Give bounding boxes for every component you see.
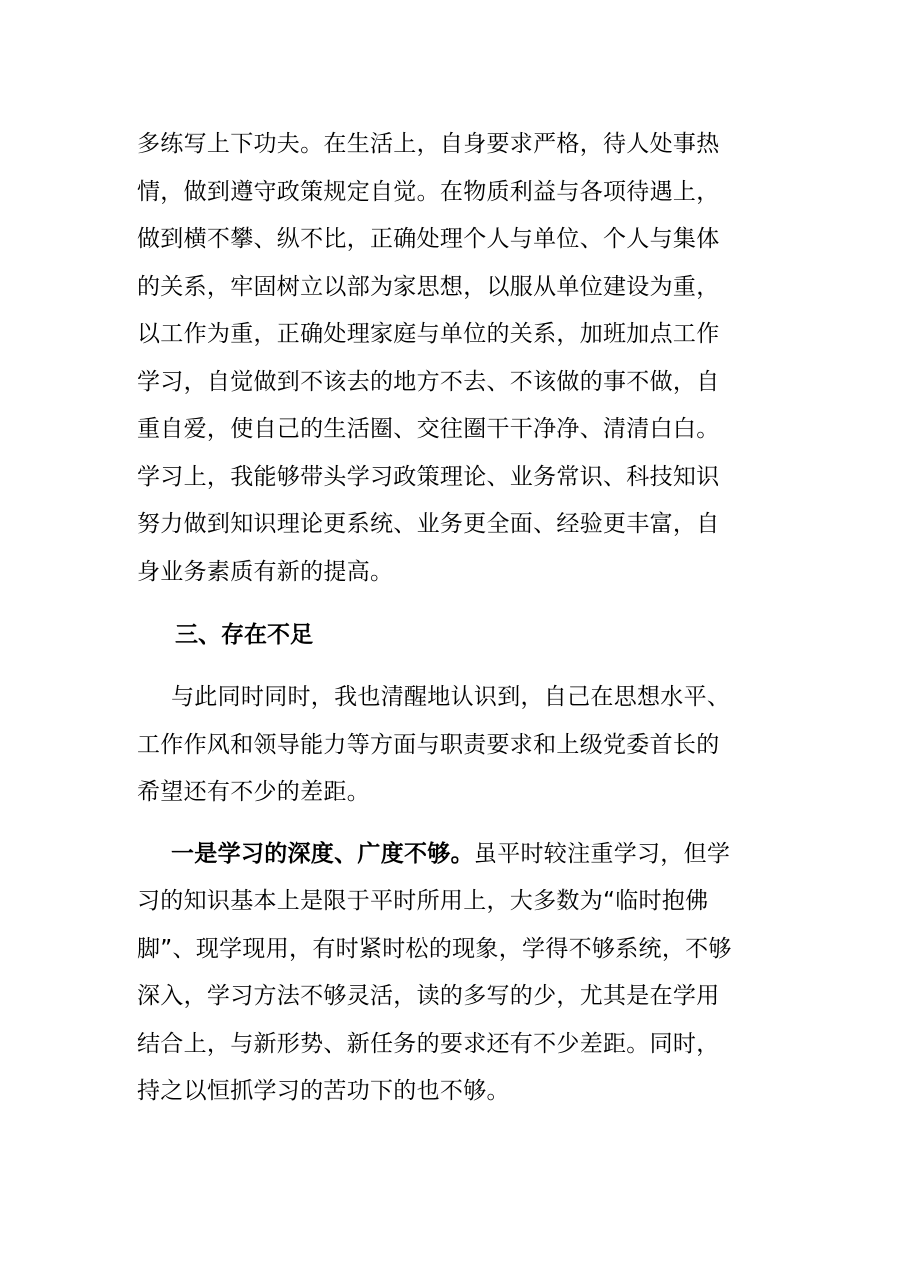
paragraph-line: 身业务素质有新的提高。 xyxy=(137,558,394,585)
paragraph-line: 重自爱，使自己的生活圈、交往圈干干净净、清清白白。 xyxy=(137,416,720,442)
paragraph-line: 结合上，与新形势、新任务的要求还有不少差距。同时， xyxy=(137,1030,720,1057)
paragraph-line: 学习，自觉做到不该去的地方不去、不该做的事不做，自 xyxy=(137,368,720,395)
point-lead-bold: 一是学习的深度、广度不够。 xyxy=(171,840,474,867)
paragraph-first-line xyxy=(137,831,773,879)
paragraph-line: 脚”、现学现用，有时紧时松的现象，学得不够系统，不够 xyxy=(137,935,732,962)
paragraph-line: 的关系，牢固树立以部为家思想，以服从单位建设为重， xyxy=(137,273,720,300)
paragraph-line: 习的知识基本上是限于平时所用上，大多数为“临时抱佛 xyxy=(137,888,709,914)
paragraph-study-depth xyxy=(137,831,773,1116)
paragraph-line: 做到横不攀、纵不比，正确处理个人与单位、个人与集体 xyxy=(137,226,720,252)
paragraph-line: 工作作风和领导能力等方面与职责要求和上级党委首长的 xyxy=(137,731,720,758)
paragraph-line: 与此同时同时，我也清醒地认识到，自己在思想水平、 xyxy=(171,684,731,710)
paragraph-line: 希望还有不少的差距。 xyxy=(137,779,370,805)
paragraph-line: 持之以恒抓学习的苦功下的也不够。 xyxy=(137,1078,510,1104)
paragraph-shortcomings-intro xyxy=(137,674,773,817)
document-body xyxy=(137,121,773,1116)
spacer xyxy=(137,596,773,610)
spacer xyxy=(137,660,773,674)
spacer xyxy=(137,817,773,831)
paragraph-line: 以工作为重，正确处理家庭与单位的关系，加班加点工作 xyxy=(137,321,720,347)
paragraph-line: 多练写上下功夫。在生活上，自身要求严格，待人处事热 xyxy=(137,131,720,157)
point-lead-rest: 虽平时较注重学习，但学 xyxy=(473,840,731,867)
paragraph-line: 情，做到遵守政策规定自觉。在物质利益与各项待遇上， xyxy=(137,178,720,205)
paragraph-work-life xyxy=(137,121,773,596)
paragraph-line: 深入，学习方法不够灵活，读的多写的少，尤其是在学用 xyxy=(137,983,720,1009)
paragraph-line: 学习上，我能够带头学习政策理论、业务常识、科技知识 xyxy=(137,463,720,490)
section-heading: 三、存在不足 xyxy=(175,622,313,648)
paragraph-line: 努力做到知识理论更系统、业务更全面、经验更丰富，自 xyxy=(137,511,720,537)
